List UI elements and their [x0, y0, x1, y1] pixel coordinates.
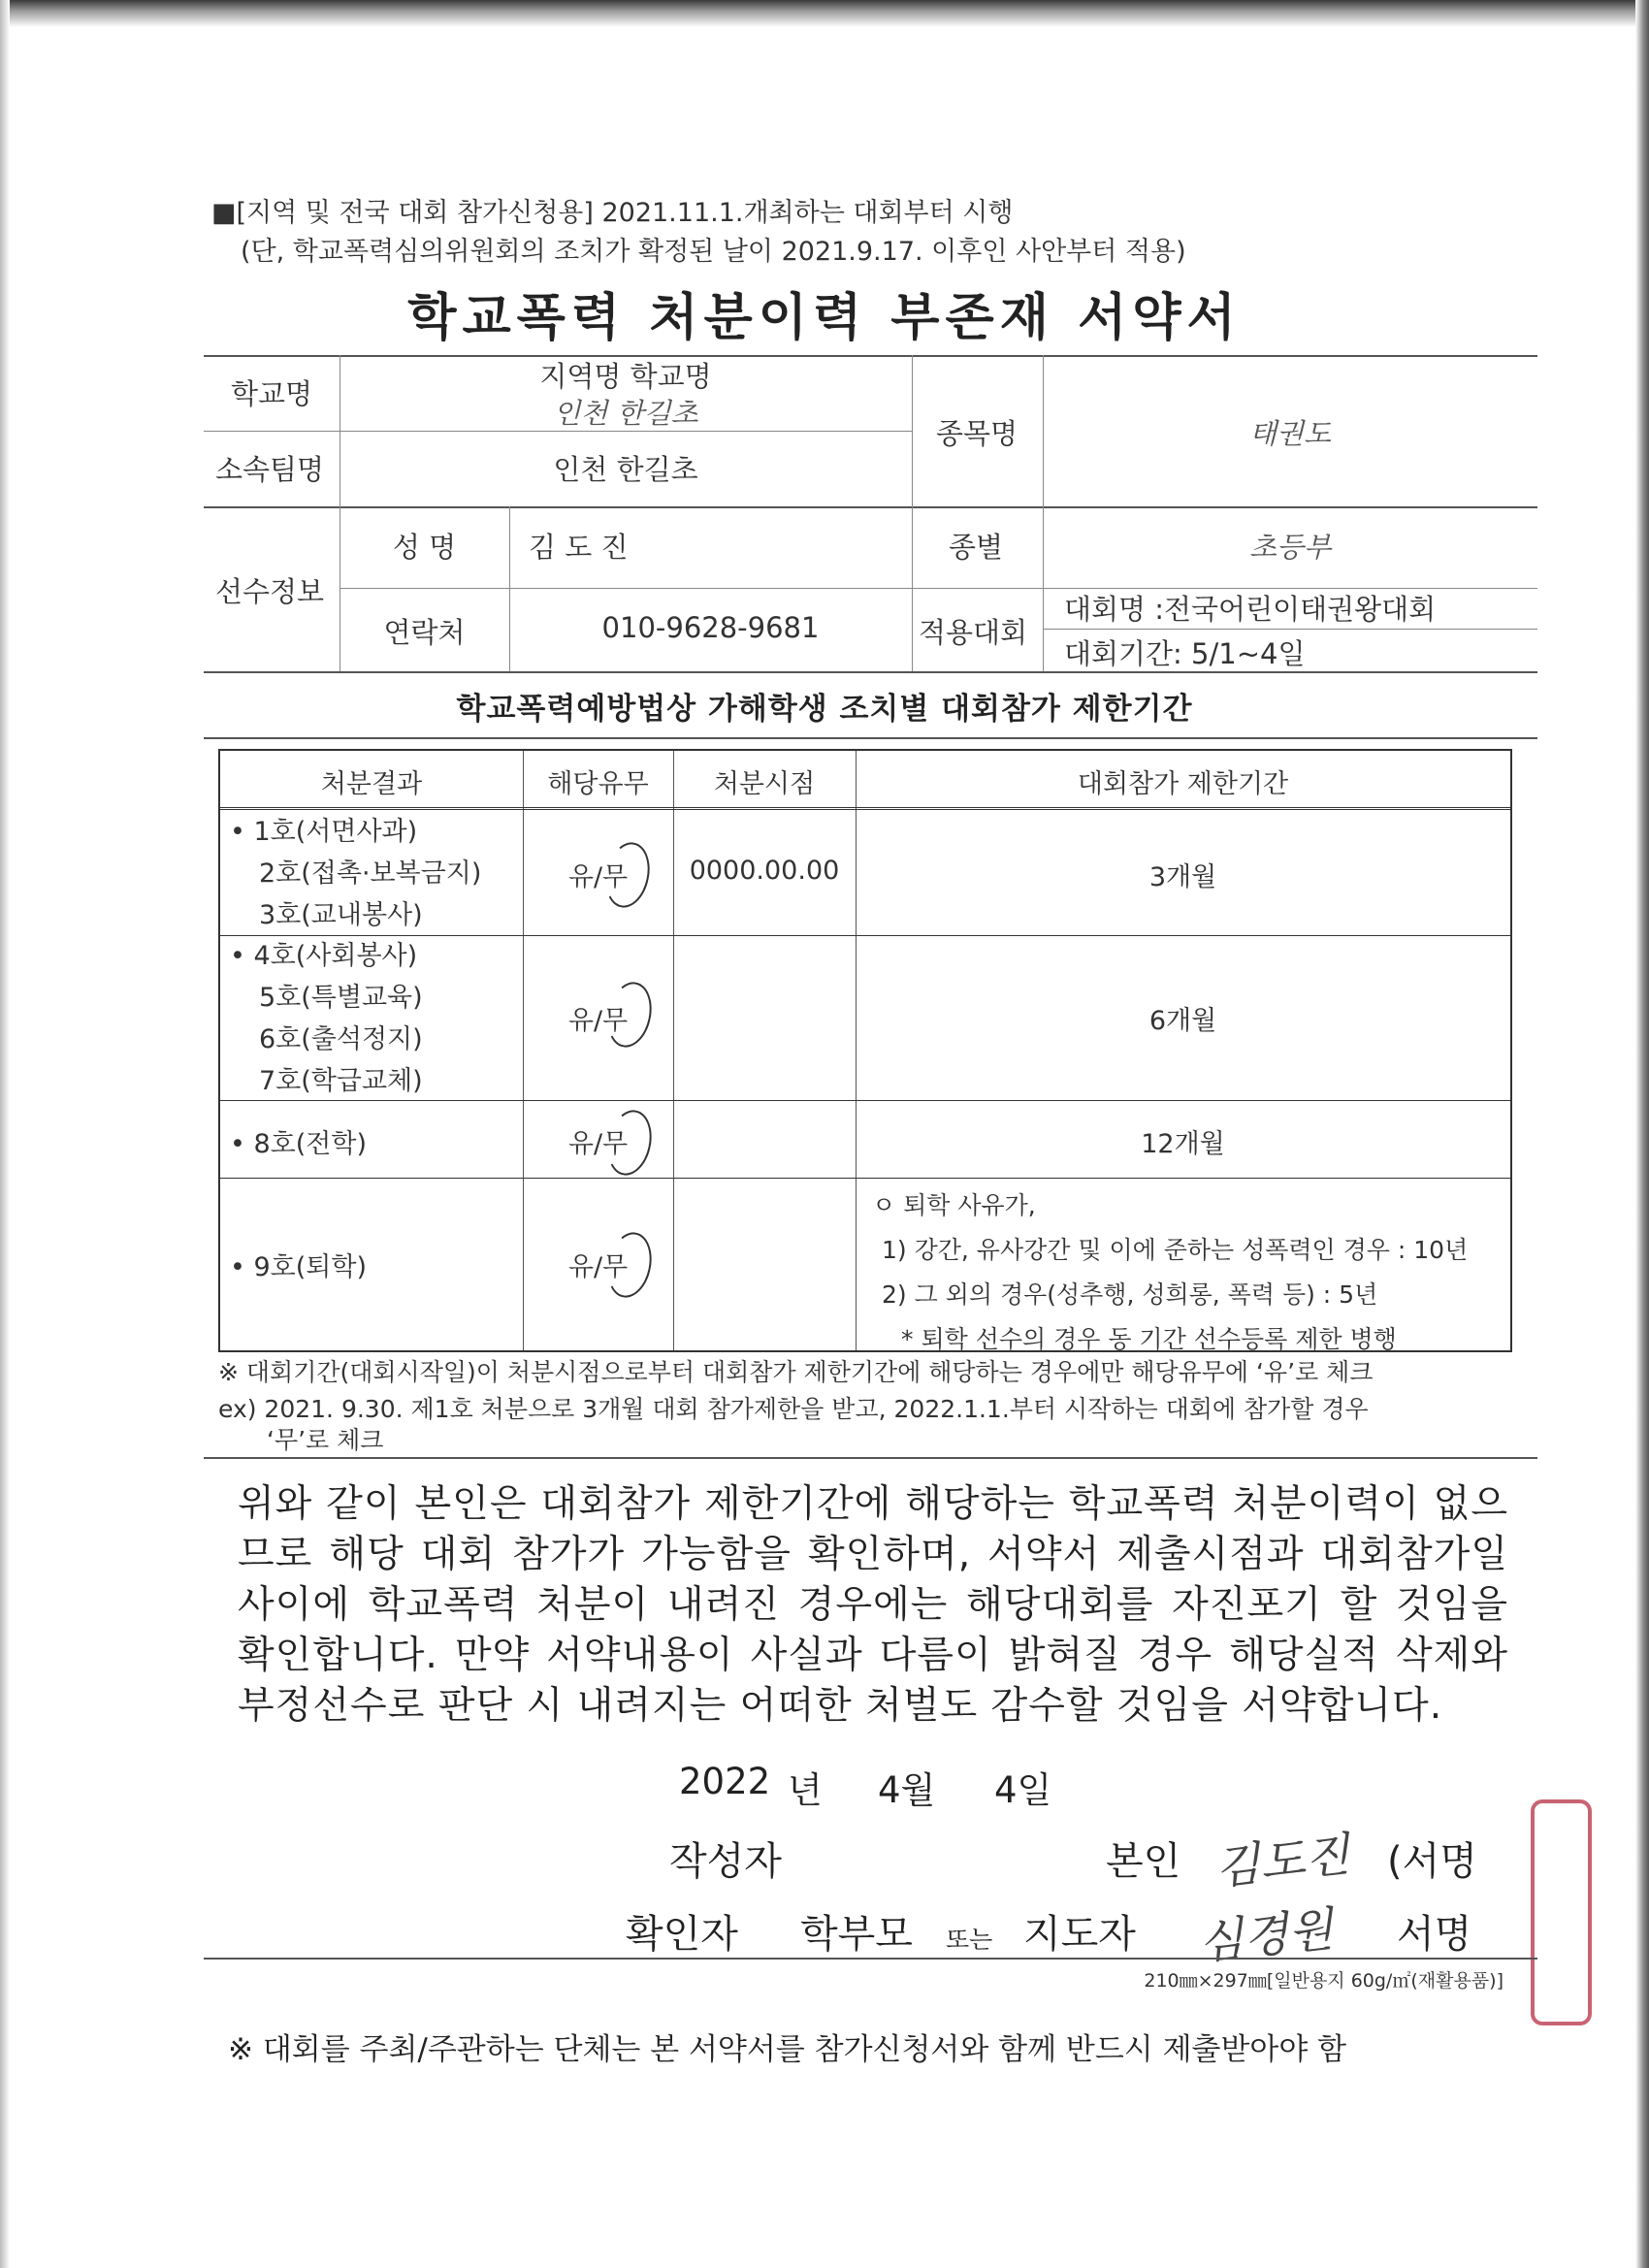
header-notice [211, 194, 1186, 272]
self-sign-mark: (서명 [1387, 1839, 1477, 1884]
result-item: • 9호(퇴학) [230, 1252, 367, 1282]
document-title: 학교폭력 처분이력 부존재 서약서 [407, 289, 1242, 347]
sanction-date: 0000.00.00 [689, 856, 840, 886]
table-header-divider [220, 807, 1510, 810]
paper-spec: 210㎜×297㎜[일반용지 60g/㎡(재활용품)] [1144, 1970, 1504, 1992]
final-note: ※ 대회를 주최/주관하는 단체는 본 서약서를 참가신청서와 함께 반드시 제출받아야 함 [228, 2032, 1347, 2067]
applicable-checkbox[interactable]: 유/무 [567, 862, 629, 892]
info-divider [912, 355, 913, 671]
result-item: 3호(교내봉사) [259, 900, 423, 930]
expulsion-line: 1) 강간, 유사강간 및 이에 준하는 성폭력인 경우 : 10년 [882, 1236, 1469, 1264]
table-row-divider [220, 1178, 1510, 1179]
event-label: 적용대회 [919, 616, 1028, 649]
header-date: 처분시점 [713, 769, 816, 799]
player-label: 선수정보 [215, 575, 325, 608]
info-divider [1043, 629, 1537, 630]
footnote-example-cont: ‘무’로 체크 [267, 1426, 384, 1454]
self-signature: 김도진 [1212, 1827, 1353, 1896]
division-label: 종별 [949, 531, 1004, 564]
sport-label: 종목명 [936, 417, 1018, 450]
info-divider [509, 506, 510, 671]
red-seal-stamp [1531, 1799, 1592, 2025]
expulsion-details [872, 1183, 1468, 1362]
event-period: 대회기간: 5/1~4일 [1064, 637, 1306, 670]
event-name: 대회명 :전국어린이태권왕대회 [1064, 593, 1437, 626]
school-value: 인천 한길초 [553, 397, 698, 430]
team-label: 소속팀명 [215, 453, 325, 486]
team-value: 인천 한길초 [553, 453, 698, 486]
expulsion-line: * 퇴학 선수의 경우 동 기간 선수등록 제한 병행 [901, 1325, 1397, 1353]
header-applicable: 해당유무 [547, 769, 649, 799]
restriction-period: 6개월 [1148, 1006, 1217, 1036]
result-item: 7호(학급교체) [259, 1066, 423, 1096]
coach-sign-mark: 서명 [1397, 1912, 1472, 1957]
date-year: 2022 [679, 1761, 771, 1802]
coach-signature: 심경원 [1195, 1901, 1337, 1971]
table-divider [673, 751, 674, 1350]
scan-edge-top [0, 0, 1649, 27]
self-label: 본인 [1106, 1839, 1181, 1884]
footnote-note: ※ 대회기간(대회시작일)이 처분시점으로부터 대회참가 제한기간에 해당하는 경우에만 해당유무에 ‘유’로 체크 [218, 1358, 1374, 1386]
table-row-results [230, 935, 423, 1102]
table-row-results [230, 1122, 367, 1160]
school-header: 지역명 학교명 [539, 360, 712, 393]
header-period: 대회참가 제한기간 [1077, 769, 1289, 799]
division-value: 초등부 [1248, 531, 1332, 564]
school-label: 학교명 [231, 377, 313, 410]
info-divider [204, 506, 1537, 508]
name-label: 성 명 [392, 531, 457, 564]
info-divider [1043, 355, 1044, 671]
restriction-period: 12개월 [1141, 1129, 1225, 1159]
check-mark-circle [599, 838, 655, 912]
or-label: 또는 [946, 1926, 993, 1954]
check-mark-circle [601, 978, 657, 1052]
result-item: • 1호(서면사과) [230, 817, 418, 847]
restriction-divider [204, 737, 1537, 739]
expulsion-line: 2) 그 외의 경우(성추행, 성희롱, 폭력 등) : 5년 [882, 1280, 1378, 1309]
restriction-table [218, 749, 1512, 1352]
contact-value: 010-9628-9681 [601, 611, 820, 644]
result-item: • 4호(사회봉사) [230, 941, 418, 971]
sport-value: 태권도 [1248, 417, 1332, 450]
restriction-title: 학교폭력예방법상 가해학생 조치별 대회참가 제한기간 [456, 692, 1193, 727]
signature-divider [204, 1958, 1537, 1960]
table-divider [856, 751, 857, 1350]
date-month: 4월 [878, 1769, 936, 1811]
footnote-example: ex) 2021. 9.30. 제1호 처분으로 3개월 대회 참가제한을 받고, 2022.1.1.부터 시작하는 대회에 참가할 경우 [218, 1395, 1369, 1423]
header-notice-line1: ■[지역 및 전국 대회 참가신청용] 2021.11.1.개최하는 대회부터 시행 [211, 198, 1014, 228]
info-bottom-border [204, 671, 1537, 673]
date-day: 4일 [994, 1769, 1052, 1811]
contact-label: 연락처 [383, 616, 466, 649]
header-notice-line2: (단, 학교폭력심의위원회의 조치가 확정된 날이 2021.9.17. 이후인 사안부터 적용) [241, 237, 1186, 267]
parent-label: 학부모 [800, 1912, 913, 1957]
writer-label: 작성자 [669, 1839, 782, 1884]
footnote-divider [204, 1457, 1537, 1459]
header-result: 처분결과 [320, 769, 423, 799]
table-row-results [230, 1246, 367, 1283]
coach-label: 지도자 [1023, 1912, 1136, 1957]
check-mark-circle [601, 1106, 657, 1180]
applicable-checkbox[interactable]: 유/무 [567, 1006, 629, 1036]
date-year-unit: 년 [788, 1769, 823, 1811]
applicable-checkbox[interactable]: 유/무 [567, 1129, 629, 1159]
result-item: 5호(특별교육) [259, 983, 423, 1013]
confirmer-label: 확인자 [626, 1912, 738, 1957]
check-mark-circle [601, 1228, 657, 1302]
result-item: 6호(출석정지) [259, 1024, 423, 1054]
name-value: 김 도 진 [529, 531, 629, 564]
restriction-period: 3개월 [1148, 862, 1217, 892]
applicable-checkbox[interactable]: 유/무 [567, 1252, 629, 1282]
result-item: 2호(접촉·보복금지) [259, 859, 482, 889]
table-row-results [230, 811, 481, 936]
result-item: • 8호(전학) [230, 1129, 367, 1159]
expulsion-line: ㅇ 퇴학 사유가, [872, 1191, 1036, 1219]
pledge-text: 위와 같이 본인은 대회참가 제한기간에 해당하는 학교폭력 처분이력이 없으므로 해당 대회 참가가 가능함을 확인하며, 서약서 제출시점과 대회참가일 사이에 학교폭력 처분이 내려진 경우에는 해당대회를 자진포기 할 것임을 확인합니다. 만약 서약내용이 사실과 다름이 밝혀질 경우 해당실적 삭제와 부정선수로 판단 시 내려지는 어떠한 처벌도 감수할 것임을 서약합니다. [238, 1482, 1508, 1728]
